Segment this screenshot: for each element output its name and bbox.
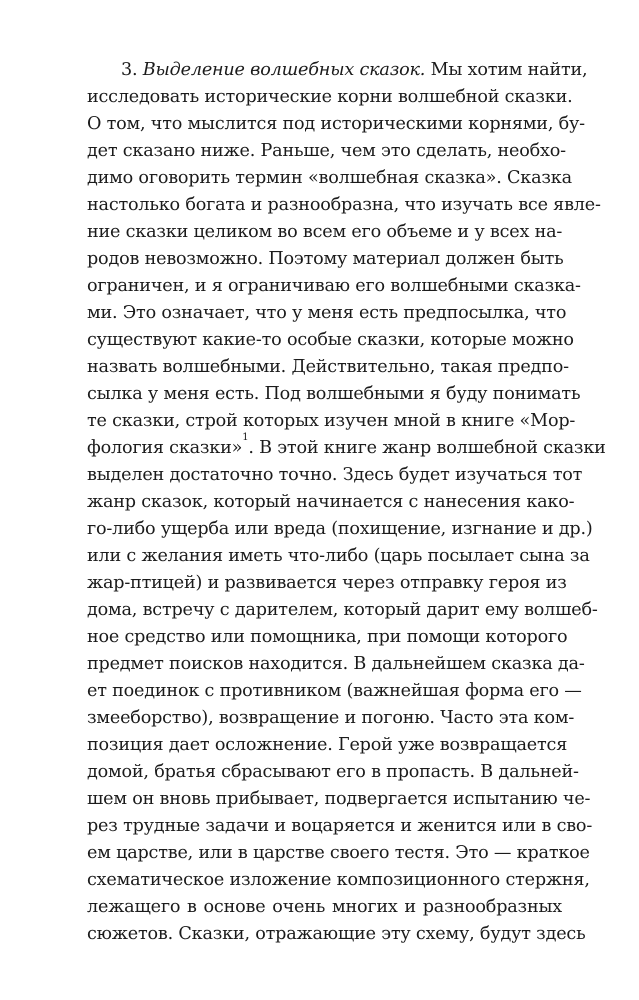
paragraph-line: или с желания иметь что-либо (царь посылает сына за <box>87 546 590 566</box>
paragraph-line: выделен достаточно точно. Здесь будет изучаться тот <box>87 465 583 485</box>
paragraph-line: ем царстве, или в царстве своего тестя. Это — краткое <box>87 843 590 863</box>
paragraph-line: сюжетов. Сказки, отражающие эту схему, будут здесь <box>87 924 586 944</box>
paragraph-line: ограничен, и я ограничиваю его волшебными сказка- <box>87 276 581 296</box>
paragraph-line: дет сказано ниже. Раньше, чем это сделать, необхо- <box>87 141 566 161</box>
paragraph-line: существуют какие-то особые сказки, которые можно <box>87 330 574 350</box>
paragraph-line: назвать волшебными. Действительно, такая предпо- <box>87 357 569 377</box>
line-text: Мы хотим найти, <box>430 60 588 80</box>
paragraph-line: схематическое изложение композиционного стержня, <box>87 870 590 890</box>
paragraph-line: жанр сказок, который начинается с нанесения како- <box>87 492 575 512</box>
paragraph-line: шем он вновь прибывает, подвергается испытанию че- <box>87 789 591 809</box>
paragraph-line: ное средство или помощника, при помощи которого <box>87 627 568 647</box>
paragraph-line: позиция дает осложнение. Герой уже возвращается <box>87 735 568 755</box>
paragraph-line: настолько богата и разнообразна, что изучать все явле- <box>87 195 601 215</box>
paragraph-line: змееборство), возвращение и погоню. Часто эта ком- <box>87 708 575 728</box>
paragraph-line: го-либо ущерба или вреда (похищение, изгнание и др.) <box>87 519 593 539</box>
paragraph-line: ми. Это означает, что у меня есть предпосылка, что <box>87 303 567 323</box>
paragraph-line: родов невозможно. Поэтому материал должен быть <box>87 249 564 269</box>
paragraph-line: исследовать исторические корни волшебной сказки. <box>87 87 573 107</box>
footnote-reference[interactable]: 1 <box>242 432 249 443</box>
section-title: Выделение волшебных сказок. <box>142 60 426 80</box>
paragraph-line: О том, что мыслится под историческими корнями, бу- <box>87 114 585 134</box>
paragraph-line: рез трудные задачи и воцаряется и женится или в сво- <box>87 816 593 836</box>
line-text: фология сказки» <box>87 438 243 458</box>
paragraph-line: предмет поисков находится. В дальнейшем сказка да- <box>87 654 585 674</box>
paragraph-line: сылка у меня есть. Под волшебными я буду понимать <box>87 384 581 404</box>
paragraph-line: ет поединок с противником (важнейшая форма его — <box>87 681 582 701</box>
paragraph-line: димо оговорить термин «волшебная сказка». Сказка <box>87 168 572 188</box>
paragraph-line: ние сказки целиком во всем его объеме и у всех на- <box>87 222 563 242</box>
paragraph-line <box>121 57 588 84</box>
paragraph-line: жар-птицей) и развивается через отправку героя из <box>87 573 567 593</box>
paragraph-line: домой, братья сбрасывают его в пропасть. В дальней- <box>87 762 579 782</box>
section-number: 3. <box>121 60 138 80</box>
paragraph-line: лежащего в основе очень многих и разнообразных <box>87 897 562 917</box>
line-text: . В этой книге жанр волшебной сказки <box>248 438 606 458</box>
paragraph-line: дома, встречу с дарителем, который дарит ему волшеб- <box>87 600 598 620</box>
paragraph-line: те сказки, строй которых изучен мной в книге «Мор- <box>87 411 576 431</box>
paragraph-line <box>87 432 606 462</box>
